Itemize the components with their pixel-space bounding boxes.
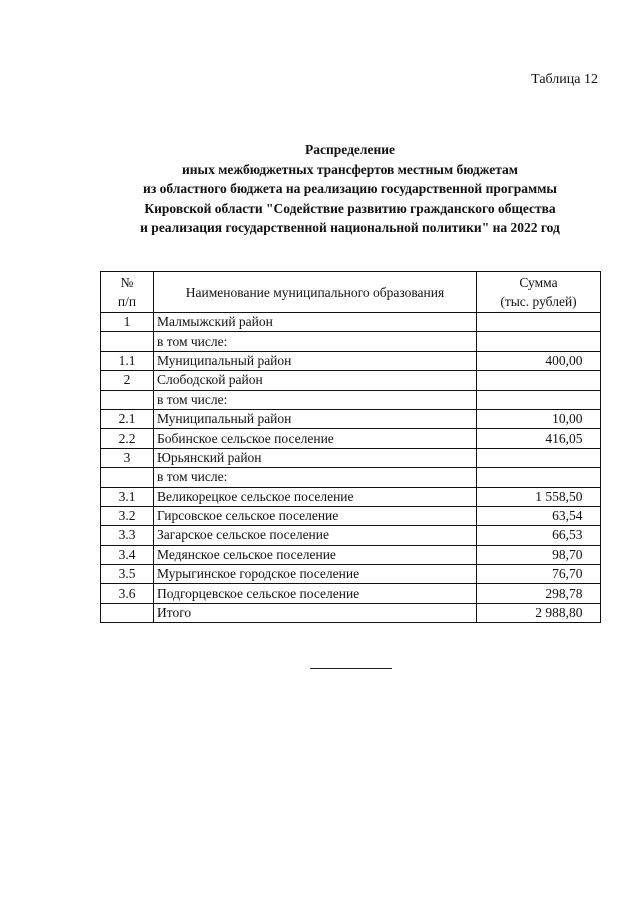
row-municipality-name: Муниципальный район [154,351,477,370]
row-number: 2.2 [101,429,154,448]
table-body [101,313,601,623]
closing-divider-line [310,668,392,669]
row-municipality-name: Загарское сельское поселение [154,526,477,545]
table-row [101,429,601,448]
row-sum-cell [477,468,601,487]
row-number: 3.2 [101,506,154,525]
row-sum-cell [477,603,601,622]
table-row [101,584,601,603]
row-sum-cell [477,429,601,448]
table-row [101,351,601,370]
header-number-line2: п/п [117,294,137,309]
header-number [101,272,154,313]
row-sum-cell [477,409,601,428]
row-sum: 416,05 [545,430,583,446]
row-sum-cell [477,371,601,390]
row-sum: 98,70 [552,546,583,562]
document-title [60,140,640,238]
row-number [101,468,154,487]
table-row [101,487,601,506]
table-row [101,545,601,564]
title-line: Распределение [304,142,396,157]
row-number: 3.1 [101,487,154,506]
row-sum-cell [477,545,601,564]
row-municipality-name: в том числе: [154,332,477,351]
row-sum-cell [477,390,601,409]
table-row [101,565,601,584]
row-sum-cell [477,332,601,351]
header-sum-line2: (тыс. рублей) [500,294,577,309]
row-number: 3 [101,448,154,467]
row-number: 3.6 [101,584,154,603]
row-sum-cell [477,351,601,370]
table-row [101,371,601,390]
row-sum: 1 558,50 [535,488,583,504]
row-municipality-name: в том числе: [154,468,477,487]
row-sum: 63,54 [552,508,583,524]
row-sum-cell [477,487,601,506]
table-row [101,468,601,487]
table-row [101,526,601,545]
row-number [101,390,154,409]
row-number: 1.1 [101,351,154,370]
table-row [101,506,601,525]
row-municipality-name: Муниципальный район [154,409,477,428]
row-municipality-name: Подгорцевское сельское поселение [154,584,477,603]
row-sum-cell [477,584,601,603]
row-sum: 2 988,80 [535,605,583,621]
row-number: 1 [101,313,154,332]
row-municipality-name: Малмыжский район [154,313,477,332]
row-sum: 76,70 [552,566,583,582]
table-row [101,332,601,351]
row-number: 2.1 [101,409,154,428]
row-sum: 66,53 [552,527,583,543]
transfers-table [100,271,601,623]
row-sum: 10,00 [552,411,583,427]
table-header-row [101,272,601,313]
table-row [101,390,601,409]
row-municipality-name: в том числе: [154,390,477,409]
row-sum-cell [477,448,601,467]
title-line: Кировской области "Содействие развитию гражданского общества [144,200,556,216]
row-municipality-name: Юрьянский район [154,448,477,467]
row-number: 3.5 [101,565,154,584]
title-line: иных межбюджетных трансфертов местным бюджетам [182,161,518,177]
table-row [101,603,601,622]
row-sum-cell [477,313,601,332]
row-municipality-name: Слободской район [154,371,477,390]
title-line: и реализация государственной национальной политики" на 2022 год [140,220,560,235]
table-row [101,448,601,467]
row-sum: 298,78 [545,585,583,601]
header-number-line1: № [120,275,134,290]
row-number [101,332,154,351]
row-municipality-name: Бобинское сельское поселение [154,429,477,448]
row-municipality-name: Мурыгинское городское поселение [154,565,477,584]
table-number-label: Таблица 12 [531,72,598,87]
row-municipality-name: Медянское сельское поселение [154,545,477,564]
row-sum-cell [477,506,601,525]
header-name: Наименование муниципального образования [154,272,477,313]
row-municipality-name: Гирсовское сельское поселение [154,506,477,525]
row-sum-cell [477,526,601,545]
row-number: 3.3 [101,526,154,545]
row-municipality-name: Итого [154,603,477,622]
row-number: 2 [101,371,154,390]
header-sum-line1: Сумма [519,275,558,290]
header-sum [477,272,601,313]
row-number [101,603,154,622]
row-municipality-name: Великорецкое сельское поселение [154,487,477,506]
table-row [101,409,601,428]
row-number: 3.4 [101,545,154,564]
table-row [101,313,601,332]
row-sum-cell [477,565,601,584]
row-sum: 400,00 [545,352,583,368]
title-line: из областного бюджета на реализацию государственной программы [143,181,557,196]
